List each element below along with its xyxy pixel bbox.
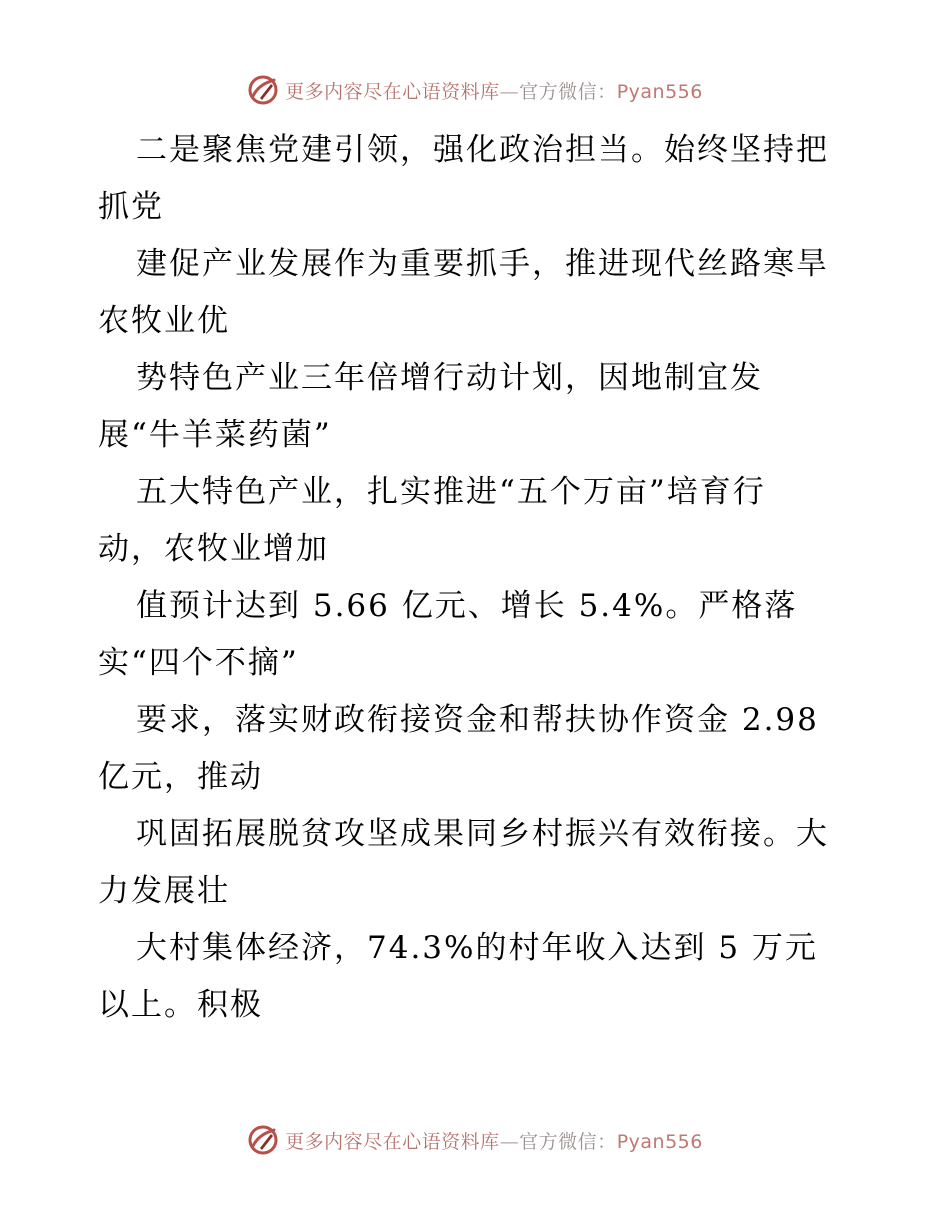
header-watermark bbox=[0, 70, 950, 110]
paragraph-line: 实“四个不摘” bbox=[98, 645, 299, 681]
paragraph-line: 展“牛羊菜药菌” bbox=[98, 417, 332, 453]
paragraph-line: 二是聚焦党建引领，强化政治担当。始终坚持把 bbox=[136, 132, 829, 168]
paragraph-line: 大村集体经济，74.3%的村年收入达到 5 万元 bbox=[136, 930, 818, 966]
pen-swirl-logo-icon bbox=[247, 1124, 279, 1156]
watermark-text: 更多内容尽在心语资料库—官方微信：Pyan556 bbox=[285, 80, 703, 103]
paragraph-line: 巩固拓展脱贫攻坚成果同乡村振兴有效衔接。大 bbox=[136, 816, 829, 852]
paragraph-line: 抓党 bbox=[98, 189, 164, 225]
paragraph-line: 要求，落实财政衔接资金和帮扶协作资金 2.98 bbox=[136, 702, 819, 738]
document-body bbox=[98, 122, 858, 1034]
paragraph-line: 亿元，推动 bbox=[98, 759, 263, 795]
watermark-text: 更多内容尽在心语资料库—官方微信：Pyan556 bbox=[285, 1130, 703, 1153]
paragraph-line: 值预计达到 5.66 亿元、增长 5.4%。严格落 bbox=[136, 588, 798, 624]
paragraph-line: 五大特色产业，扎实推进“五个万亩”培育行 bbox=[136, 474, 766, 510]
paragraph-line: 动，农牧业增加 bbox=[98, 531, 329, 567]
footer-watermark bbox=[0, 1120, 950, 1160]
paragraph-line: 势特色产业三年倍增行动计划，因地制宜发 bbox=[136, 360, 763, 396]
pen-swirl-logo-icon bbox=[247, 74, 279, 106]
paragraph-line: 以上。积极 bbox=[98, 987, 263, 1023]
paragraph-line: 建促产业发展作为重要抓手，推进现代丝路寒旱 bbox=[136, 246, 829, 282]
paragraph-line: 力发展壮 bbox=[98, 873, 230, 909]
paragraph-line: 农牧业优 bbox=[98, 303, 230, 339]
